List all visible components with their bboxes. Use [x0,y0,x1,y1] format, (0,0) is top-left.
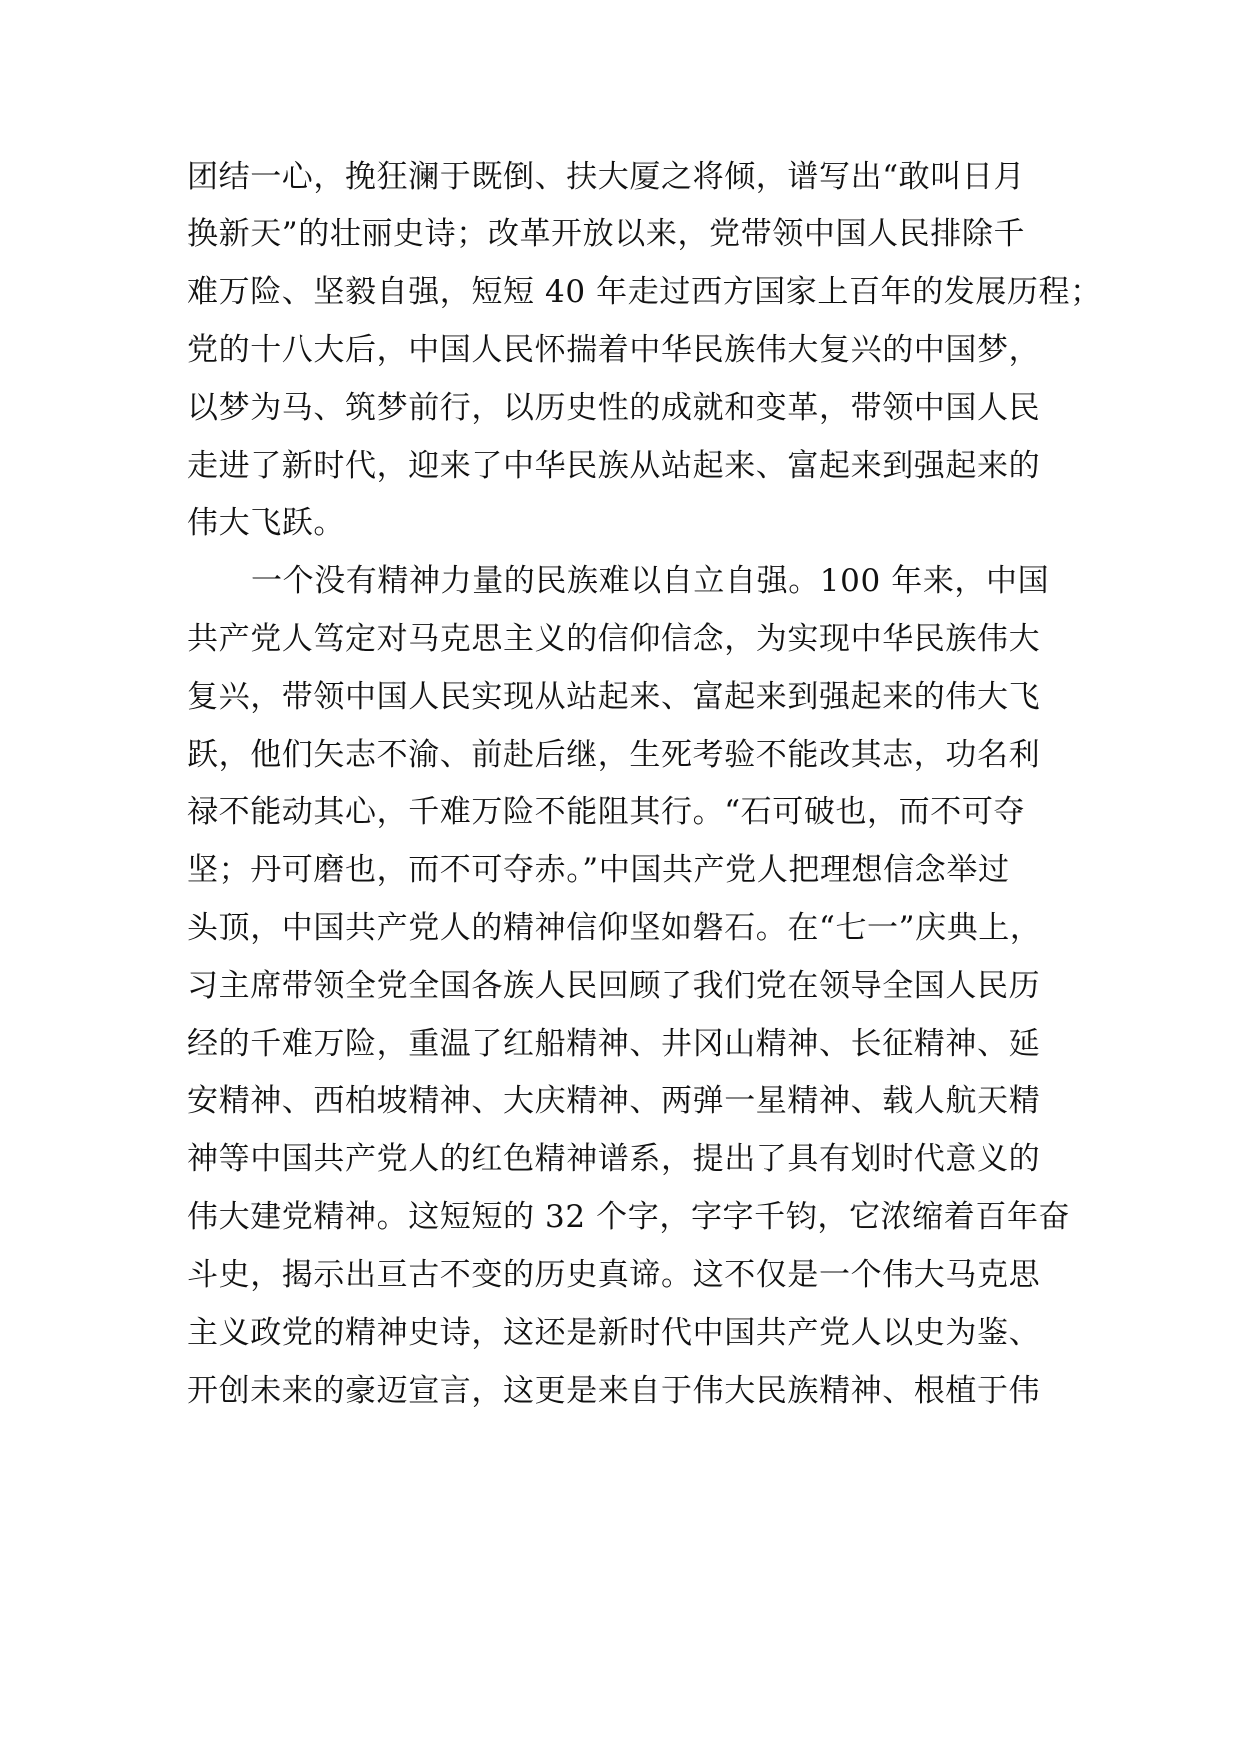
paragraph-line: 难万险、坚毅自强，短短 40 年走过西方国家上百年的发展历程； [187,274,1102,310]
paragraph-line: 安精神、西柏坡精神、大庆精神、两弹一星精神、载人航天精 [187,1083,1041,1119]
paragraph-line: 经的千难万险，重温了红船精神、井冈山精神、长征精神、延 [187,1026,1041,1062]
paragraph-line: 开创未来的豪迈宣言，这更是来自于伟大民族精神、根植于伟 [187,1373,1041,1409]
paragraph-line: 神等中国共产党人的红色精神谱系，提出了具有划时代意义的 [187,1141,1041,1177]
paragraph-line: 头顶，中国共产党人的精神信仰坚如磐石。在“七一”庆典上， [187,910,1042,946]
paragraph-line: 团结一心，挽狂澜于既倒、扶大厦之将倾，谱写出“敢叫日月 [187,159,1026,195]
paragraph-line: 跃，他们矢志不渝、前赴后继，生死考验不能改其志，功名利 [187,737,1041,773]
paragraph-line: 走进了新时代，迎来了中华民族从站起来、富起来到强起来的 [187,448,1041,484]
paragraph-line: 斗史，揭示出亘古不变的历史真谛。这不仅是一个伟大马克思 [187,1257,1041,1293]
paragraph-line: 以梦为马、筑梦前行，以历史性的成就和变革，带领中国人民 [187,390,1041,426]
paragraph-line: 习主席带领全党全国各族人民回顾了我们党在领导全国人民历 [187,968,1041,1004]
paragraph-line: 禄不能动其心，千难万险不能阻其行。“石可破也，而不可夺 [187,794,1026,830]
paragraph-line: 换新天”的壮丽史诗；改革开放以来，党带领中国人民排除千 [187,216,1026,252]
paragraph-line: 共产党人笃定对马克思主义的信仰信念，为实现中华民族伟大 [187,621,1041,657]
paragraph-line: 伟大飞跃。 [187,505,345,541]
paragraph-line: 伟大建党精神。这短短的 32 个字，字字千钧，它浓缩着百年奋 [187,1199,1071,1235]
paragraph-line: 党的十八大后，中国人民怀揣着中华民族伟大复兴的中国梦， [187,332,1041,368]
paragraph-line: 坚；丹可磨也，而不可夺赤。”中国共产党人把理想信念举过 [187,852,1010,888]
paragraph-line: 复兴，带领中国人民实现从站起来、富起来到强起来的伟大飞 [187,679,1041,715]
paragraph-line: 主义政党的精神史诗，这还是新时代中国共产党人以史为鉴、 [187,1315,1041,1351]
paragraph-line: 一个没有精神力量的民族难以自立自强。100 年来，中国 [251,563,1050,599]
